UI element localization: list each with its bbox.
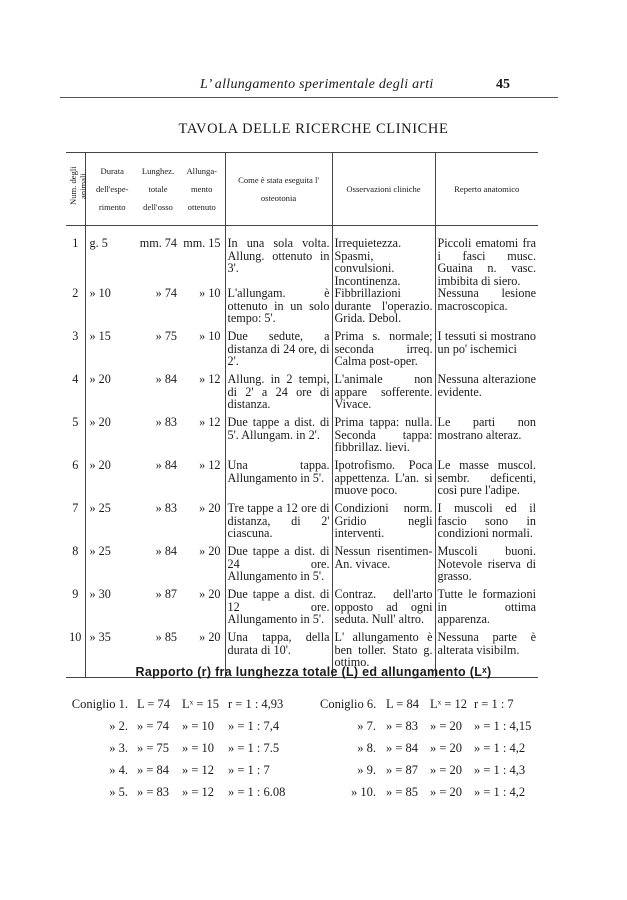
table-row [66,459,538,502]
cell-durata: » 35 [85,631,137,678]
ratio-L: » = 83 [386,719,419,733]
ratio-Lx: » = 20 [430,719,463,733]
cell-num: 9 [66,588,85,631]
cell-lunghezza: » 75 [155,329,177,343]
ratio-L: » = 74 [137,719,170,733]
ratio-label: Coniglio 6. [320,697,377,711]
ratio-L: » = 83 [137,785,170,799]
ratio-r: r = 1 : 7 [474,697,514,711]
cell-come: Due sedute, a distanza di 24 ore, di 2'. [225,330,332,373]
cell-osservazioni: Prima s. normale; seconda irreq. Calma post-oper. [332,330,435,373]
cell-durata: » 20 [89,458,111,472]
ratio-r: » = 1 : 7,4 [228,719,280,733]
cell-durata: g. 5 [89,236,108,250]
cell-lunghezza: » 85 [137,631,181,678]
ratio-r: r = 1 : 4,93 [228,697,284,711]
cell-reperto: Muscoli buoni. Notevole riserva di grasso. [435,545,538,588]
running-header-title: L’ allungamento sperimentale degli arti [200,77,434,92]
ratio-Lx: » = 10 [182,741,215,755]
cell-reperto: Tutte le formazioni in ottima apparenza. [435,588,538,631]
ratio-Lx: » = 20 [430,741,463,755]
table-row [66,545,538,588]
ratio-label: » 4. [109,763,128,777]
ratio-title: Rapporto (r) fra lunghezza totale (L) ed allungamento (Lˣ) [135,665,492,679]
ratio-Lx: » = 12 [182,785,215,799]
clinical-table [66,152,538,678]
cell-allungamento: » 20 [199,544,221,558]
ratio-L: » = 85 [386,785,419,799]
page-number: 45 [496,77,510,92]
cell-num: 3 [66,330,85,373]
ratio-label: » 2. [109,719,128,733]
ratio-label: » 5. [109,785,128,799]
cell-allungamento: » 20 [181,631,225,678]
cell-num: 1 [66,237,85,287]
cell-reperto: Nessuna alterazione evidente. [435,373,538,416]
cell-come: L'allungam. è ottenuto in un solo tempo: 5'. [225,287,332,330]
ratio-r: » = 1 : 6.08 [228,785,286,799]
ratio-r: » = 1 : 7.5 [228,741,280,755]
cell-osservazioni: Contraz. dell'arto opposto ad ogni seduta. Null' altro. [332,588,435,631]
cell-durata: » 10 [89,286,111,300]
cell-lunghezza: » 74 [155,286,177,300]
col-header-come: Come è stata eseguita l' osteotonia [225,153,332,226]
cell-osservazioni: Fibbrillazioni durante l'operazio. Grida. Debol. [332,287,435,330]
cell-num: 8 [66,545,85,588]
ratio-L: » = 87 [386,763,419,777]
ratio-Lx: » = 20 [430,785,463,799]
ratio-r: » = 1 : 4,15 [474,719,532,733]
table-row [66,373,538,416]
cell-reperto: I muscoli ed il fascio sono in condizioni normali. [435,502,538,545]
ratio-label: » 10. [351,785,376,799]
cell-lunghezza: mm. 74 [139,236,177,250]
cell-durata: » 25 [89,501,111,515]
cell-lunghezza: » 84 [155,458,177,472]
cell-durata: » 25 [89,544,111,558]
cell-reperto: Le parti non mostrano alteraz. [435,416,538,459]
cell-lunghezza: » 84 [155,372,177,386]
ratio-Lx: » = 20 [430,763,463,777]
cell-osservazioni: Condizioni norm. Gridio negli interventi. [332,502,435,545]
cell-osservazioni: Prima tappa: nulla. Seconda tappa: fibbrillaz. lievi. [332,416,435,459]
cell-num: 7 [66,502,85,545]
ratio-Lx: » = 10 [182,719,215,733]
ratio-label: Coniglio 1. [71,697,128,711]
cell-osservazioni: Ipotrofismo. Poca appettenza. L'an. si muove poco. [332,459,435,502]
col-header-lunghezza: Lunghez. totale dell'osso [137,153,181,226]
table-row [66,416,538,459]
cell-num: 6 [66,459,85,502]
table-row [66,588,538,631]
cell-come: Due tappe a dist. di 12 ore. Allungamento in 5'. [225,588,332,631]
cell-durata: » 15 [89,329,111,343]
cell-come: Allung. in 2 tempi, di 2' a 24 ore di distanza. [225,373,332,416]
cell-num: 5 [66,416,85,459]
ratio-L: » = 75 [137,741,170,755]
ratio-label: » 9. [357,763,376,777]
cell-allungamento: mm. 15 [183,236,221,250]
ratio-Lx: » = 12 [182,763,215,777]
cell-allungamento: » 20 [199,501,221,515]
cell-osservazioni: Irrequietezza. Spasmi, convulsioni. Incontinenza. [332,237,435,287]
cell-allungamento: » 12 [199,372,221,386]
col-header-reperto: Reperto anatomico [435,153,538,226]
cell-osservazioni: Nessun risentimen-An. vivace. [332,545,435,588]
ratio-r: » = 1 : 7 [228,763,270,777]
ratio-Lx: Lˣ = 12 [430,697,468,711]
cell-reperto: Le masse muscol. sembr. deficenti, così pure l'adipe. [435,459,538,502]
cell-come: Una tappa, della durata di 10'. [225,631,332,678]
cell-come: Due tappe a dist. di 5'. Allungam. in 2'. [225,416,332,459]
cell-num: 10 [66,631,85,678]
cell-durata: » 30 [89,587,111,601]
table-header-row [66,153,538,226]
cell-lunghezza: » 83 [155,415,177,429]
cell-osservazioni: L'animale non appare sofferente. Vivace. [332,373,435,416]
cell-num: 2 [66,287,85,330]
table-row [66,330,538,373]
ratio-r: » = 1 : 4,3 [474,763,526,777]
cell-lunghezza: » 84 [155,544,177,558]
cell-come: Tre tappe a 12 ore di distanza, di 2' ciascuna. [225,502,332,545]
ratio-r: » = 1 : 4,2 [474,741,526,755]
ratio-L: » = 84 [386,741,419,755]
col-header-num: Num. degli animali [66,153,85,226]
ratio-label: » 8. [357,741,376,755]
cell-come: Due tappe a dist. di 24 ore. Allungamento in 5'. [225,545,332,588]
cell-reperto: Piccoli ematomi fra i fasci musc. Guaina n. vasc. imbibita di siero. [435,237,538,287]
ratio-L: L = 74 [137,697,170,711]
col-header-durata: Durata dell'espe- rimento [85,153,137,226]
ratio-label: » 7. [357,719,376,733]
header-rule [60,97,558,98]
cell-lunghezza: » 87 [155,587,177,601]
cell-allungamento: » 12 [199,415,221,429]
cell-durata: » 20 [89,415,111,429]
table-row [66,287,538,330]
cell-osservazioni: L' allungamento è ben toller. Stato g. ottimo. [332,631,435,678]
cell-reperto: I tessuti si mostrano un po' ischemici [435,330,538,373]
cell-reperto: Nessuna parte è alterata visibilm. [435,631,538,678]
col-header-osservazioni: Osservazioni cliniche [332,153,435,226]
cell-lunghezza: » 83 [155,501,177,515]
cell-allungamento: » 12 [199,458,221,472]
table-title: TAVOLA DELLE RICERCHE CLINICHE [178,121,449,137]
ratio-L: L = 84 [386,697,419,711]
ratio-L: » = 84 [137,763,170,777]
cell-allungamento: » 20 [199,587,221,601]
table-row [66,237,538,287]
col-header-allungamento: Allunga- mento ottenuto [181,153,225,226]
ratio-r: » = 1 : 4,2 [474,785,526,799]
cell-durata: » 20 [89,372,111,386]
table-row [66,502,538,545]
cell-num: 4 [66,373,85,416]
ratio-Lx: Lˣ = 15 [182,697,220,711]
cell-allungamento: » 10 [199,329,221,343]
cell-come: In una sola volta. Allung. ottenuto in 3'. [225,237,332,287]
cell-reperto: Nessuna lesione macroscopica. [435,287,538,330]
cell-allungamento: » 10 [199,286,221,300]
cell-come: Una tappa. Allungamento in 5'. [225,459,332,502]
ratio-label: » 3. [109,741,128,755]
